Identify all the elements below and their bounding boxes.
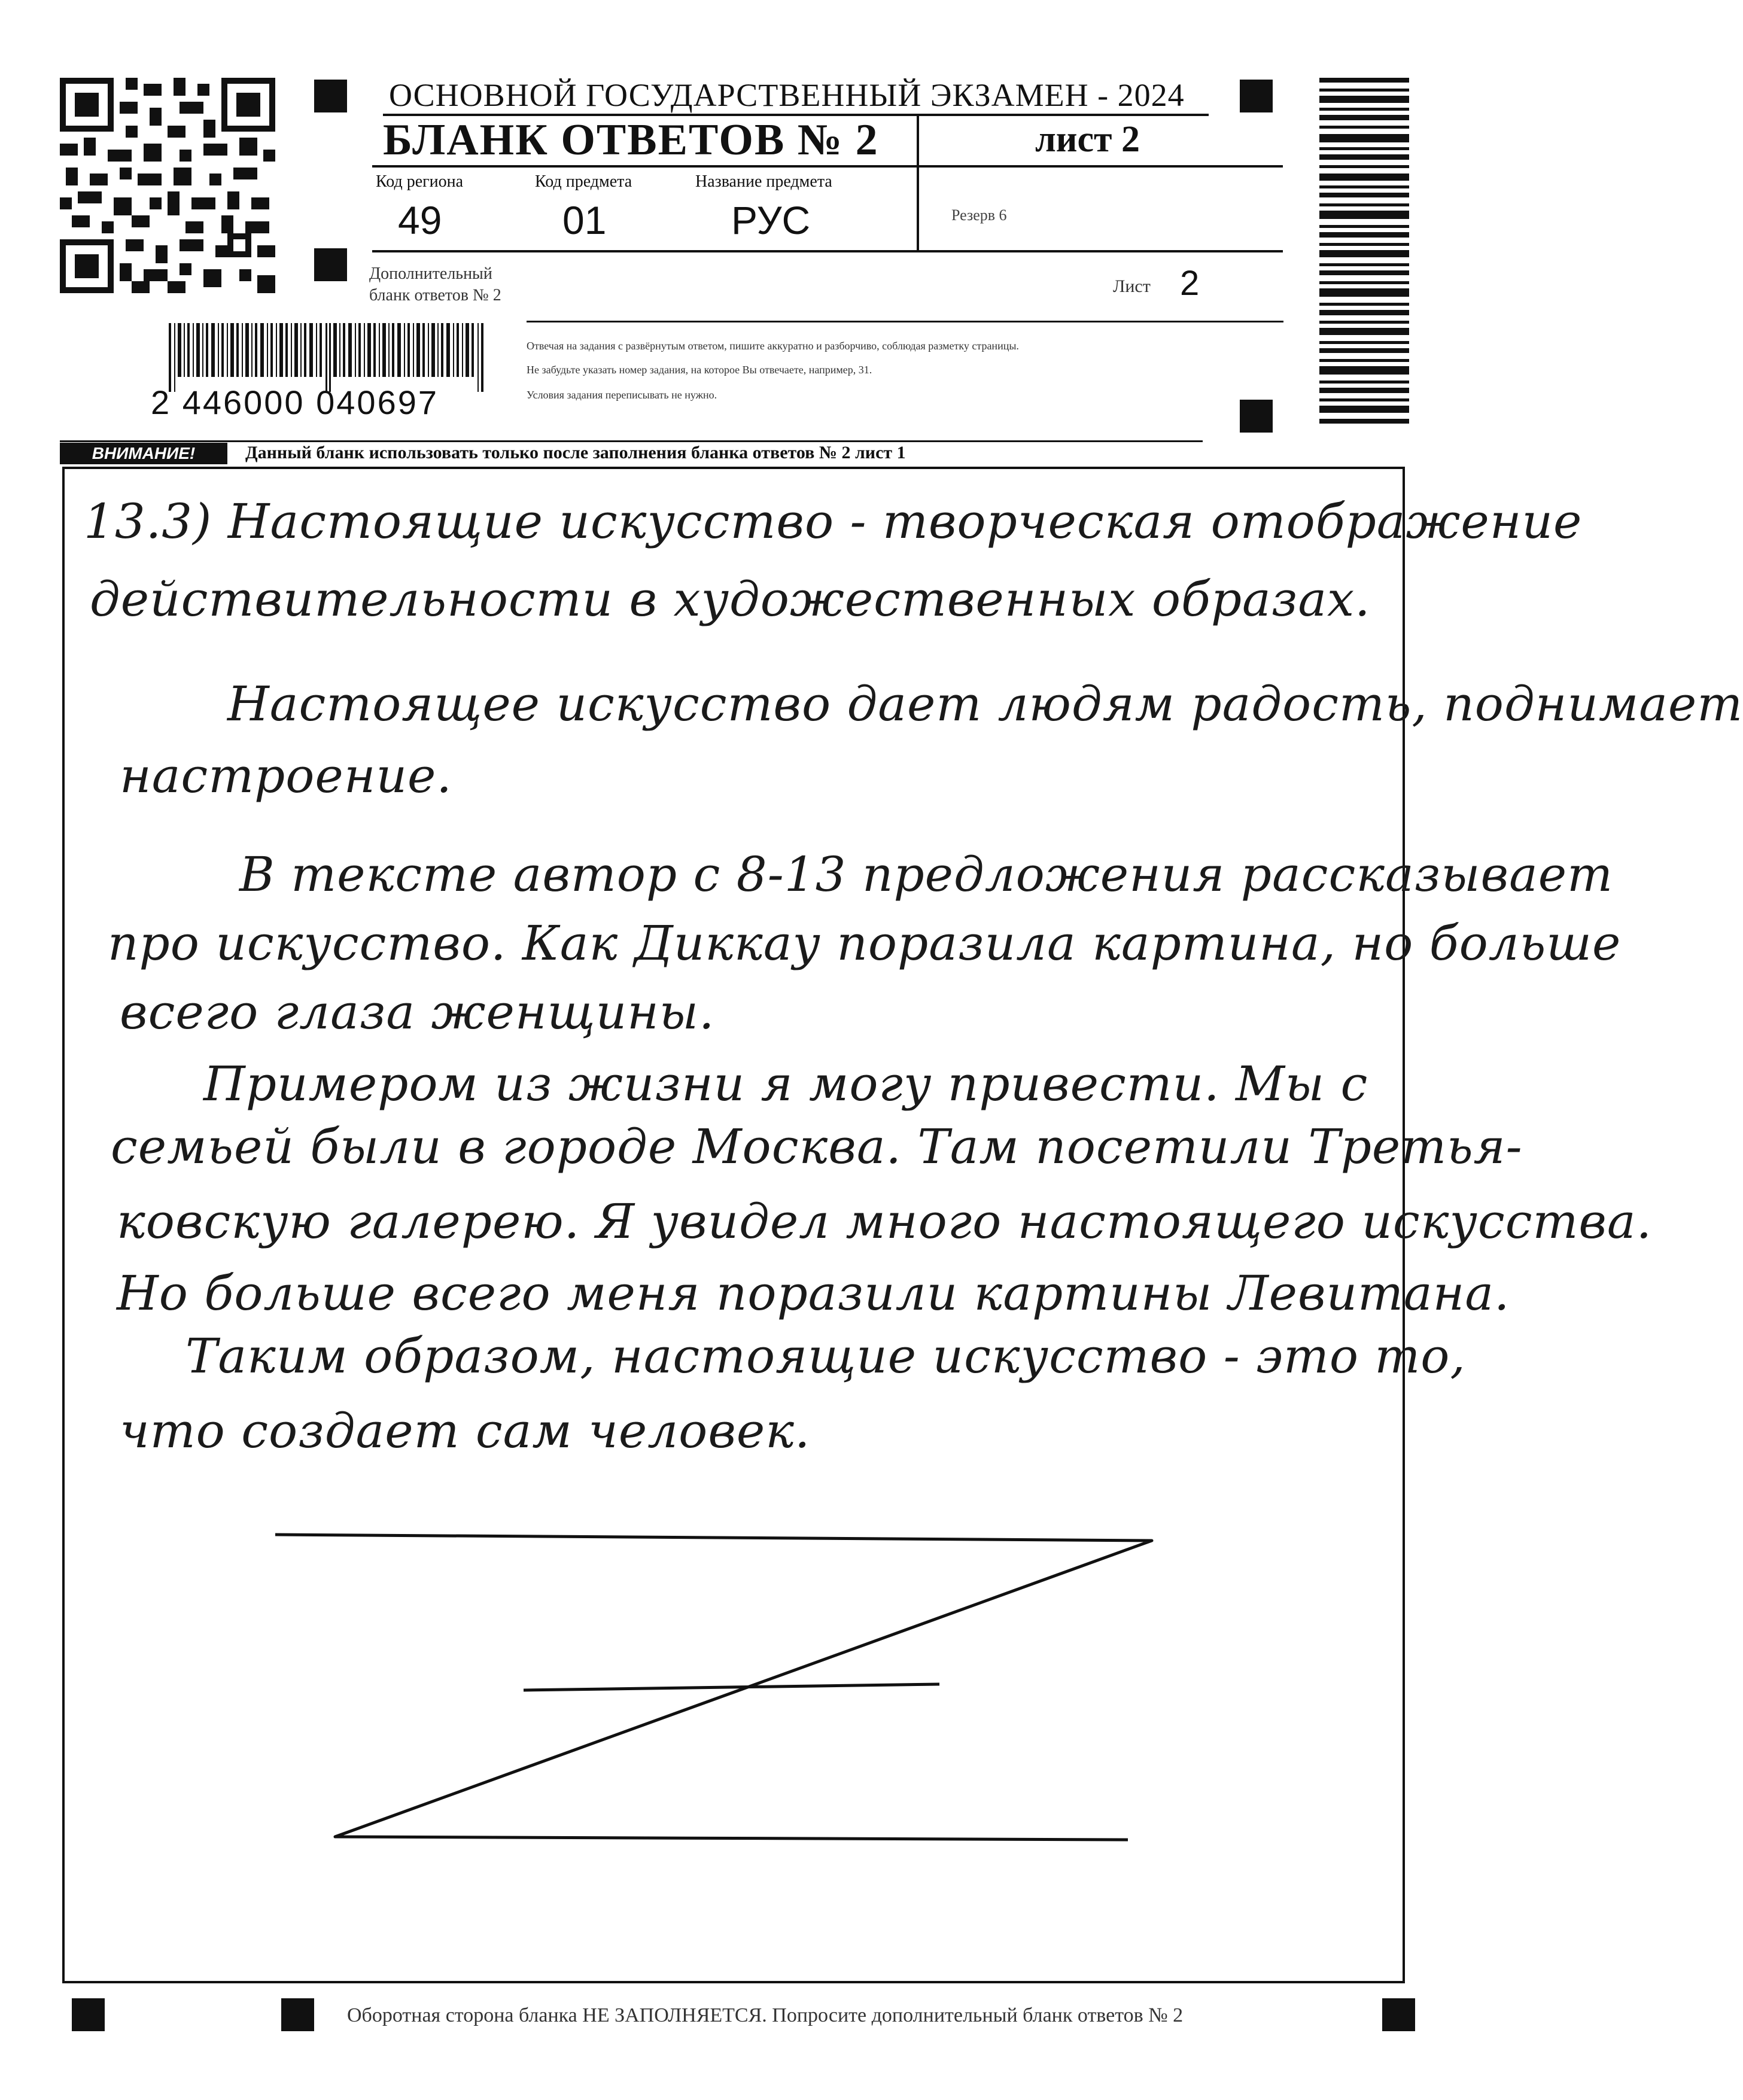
reserve-label: Резерв 6 xyxy=(951,206,1007,224)
warning-badge: ВНИМАНИЕ! xyxy=(60,443,227,464)
extra-form-label: Дополнительный xyxy=(369,264,492,283)
answer-line: Но больше всего меня поразили картины Левитана. xyxy=(117,1265,1510,1321)
extra-form-label: бланк ответов № 2 xyxy=(369,286,501,305)
instructions-line: Не забудьте указать номер задания, на которое Вы отвечаете, например, 31. xyxy=(527,364,872,376)
sheet-label: Лист xyxy=(1113,276,1151,296)
subject-name-value: РУС xyxy=(731,198,811,242)
footer-text: Оборотная сторона бланка НЕ ЗАПОЛНЯЕТСЯ. Попросите дополнительный бланк ответов № 2 xyxy=(347,2004,1184,2026)
region-code-label: Код региона xyxy=(376,172,464,191)
answer-line: настроение. xyxy=(120,748,452,804)
answer-line: семьей были в городе Москва. Там посетили Третья- xyxy=(111,1119,1523,1174)
sheet-value: 2 xyxy=(1180,264,1200,303)
answer-line: В тексте автор с 8-13 предложения рассказывает xyxy=(239,847,1613,902)
subject-code-value: 01 xyxy=(562,198,607,242)
answer-line: действительности в художественных образах. xyxy=(90,571,1371,627)
subject-name-label: Название предмета xyxy=(695,172,832,191)
answer-line: 13.3) Настоящие искусство - творческая отображение xyxy=(84,494,1583,549)
answer-line: про искусство. Как Диккау поразила картина, но больше xyxy=(108,915,1622,971)
instructions-line: Условия задания переписывать не нужно. xyxy=(527,389,717,401)
barcode-number: 2 446000 040697 xyxy=(151,384,439,421)
answer-line: всего глаза женщины. xyxy=(120,984,715,1040)
subject-code-label: Код предмета xyxy=(535,172,632,191)
exam-title: ОСНОВНОЙ ГОСУДАРСТВЕННЫЙ ЭКЗАМЕН - 2024 xyxy=(389,77,1185,113)
answer-line: ковскую галерею. Я увидел много настоящего искусства. xyxy=(117,1194,1653,1249)
warning-text: Данный бланк использовать только после заполнения бланка ответов № 2 лист 1 xyxy=(245,443,906,462)
answer-line: Таким образом, настоящие искусство - это то, xyxy=(185,1328,1466,1384)
answer-line: что создает сам человек. xyxy=(120,1403,811,1459)
form-title: БЛАНК ОТВЕТОВ № 2 xyxy=(383,115,879,165)
sheet-title: лист 2 xyxy=(1035,119,1140,160)
answer-line: Примером из жизни я могу привести. Мы с xyxy=(203,1056,1368,1112)
instructions-line: Отвечая на задания с развёрнутым ответом, пишите аккуратно и разборчиво, соблюдая разметку страницы. xyxy=(527,340,1019,352)
answer-line: Настоящее искусство дает людям радость, поднимает xyxy=(227,676,1743,732)
region-code-value: 49 xyxy=(398,198,442,242)
